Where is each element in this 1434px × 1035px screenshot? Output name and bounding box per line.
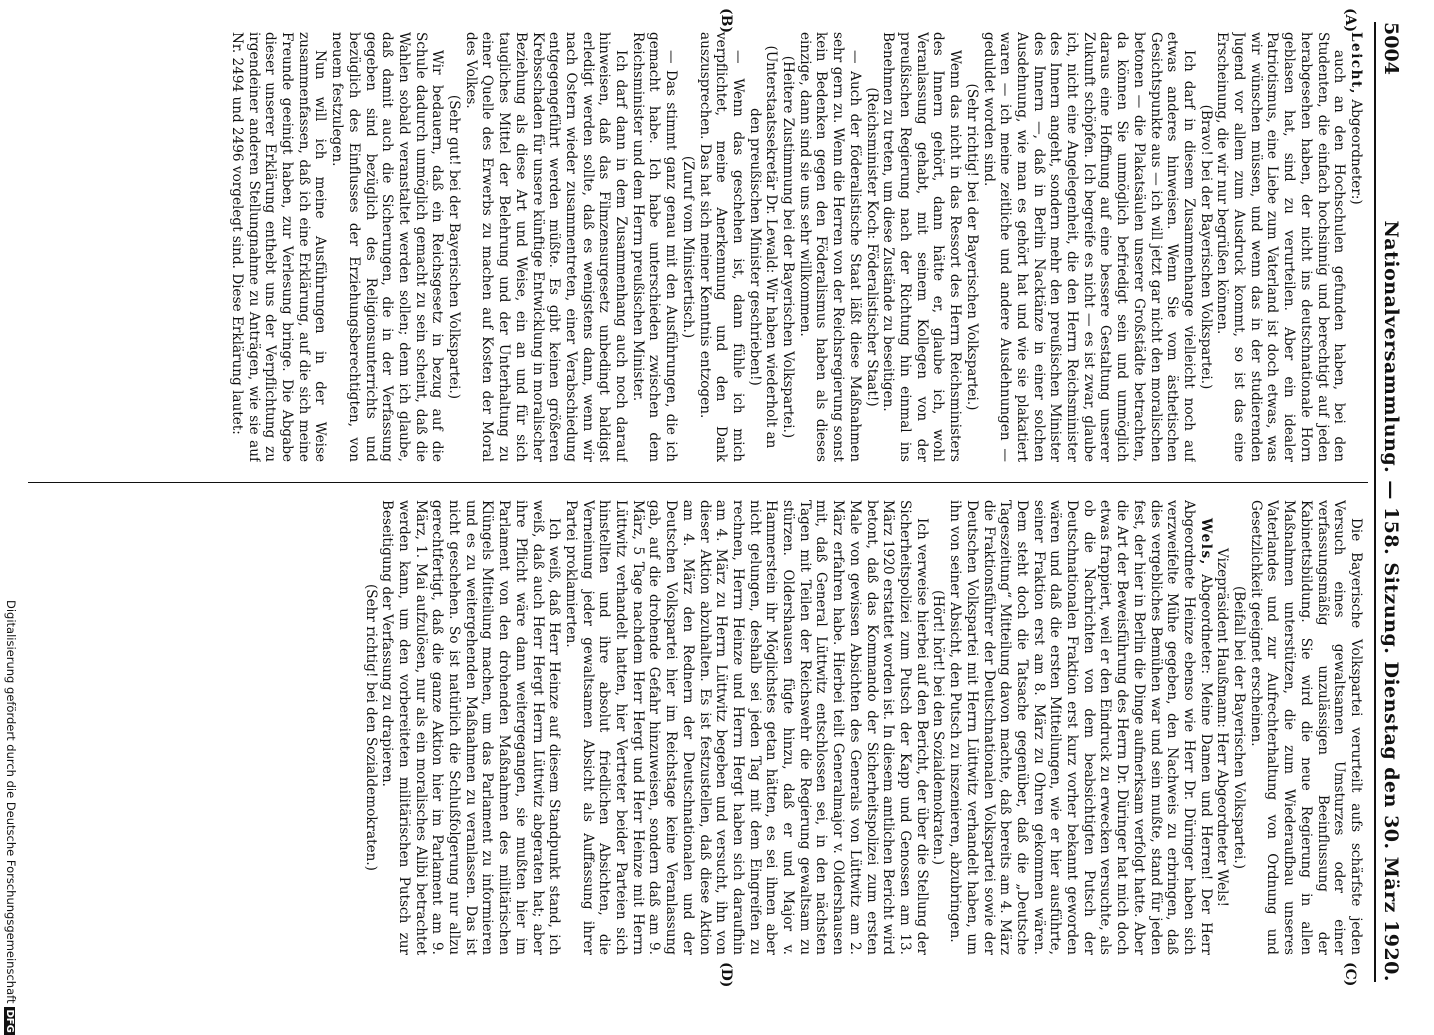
paragraph [629,32,679,462]
page-title: Nationalversammlung. — 158. Sitzung. Dienstag den 30. März 1920. [1380,220,1402,982]
paragraph [696,32,746,462]
interjection [362,500,379,955]
interjection [930,500,947,955]
paragraph-text: (Zuruf vom Ministertisch.) [679,155,696,339]
interjection [679,32,696,462]
margin-marker-b: (B) [718,8,734,34]
paragraph-text: Ich darf dann in dem Zusammenhang auch noch darauf hinweisen, daß das Filmzensurgesetz unbedingt baldigst erledigt werden sollte, daß es wenigstens dann, wenn wir nach Ostern wieder zusammentreten, einer Verabschiedung entgegengeführt werden müßte. Es gibt keinen größeren Krebsschaden für unsere künftige Entwicklung in moralischer Beziehung als diese Art und Weise, ein an und für sich taugliches Mittel der Belehrung und der Unterhaltung zu einer Quelle des Erwerbs zu machen auf Kosten der Moral des Volkes. [462,32,630,462]
credit-text: Digitalisierung gefördert durch die Deutsche Forschungsgemeinschaft [4,600,18,1004]
interjection [779,32,796,462]
paragraph-text: Ich weiß, daß Herr Heinze auf diesem Standpunkt stand, ich weiß, daß auch Herr Hergt Herrn Lüttwitz abgeraten hat; aber ihre Pflicht wäre dann weitergegangen, sie mußten hier im Parlament von den drohenden Maßnahmen des militärischen Klüngels Mitteilung machen, um das Parlament zu informieren und es zu weitergehenden Maßnahmen zu veranlassen. Das ist nicht geschehen. So ist natürlich die Schlußfolgerung nur allzu gerechtfertigt, daß die ganze Aktion hier im Parlament am 9. März, 1. Mai aufzulösen, nur als ein moralisches Alibi betrachtet werden kann, um den vorbereiteten militärischen Putsch zur Beseitigung der Verfassung zu drapieren. [379,500,563,955]
paragraph-text: (Heitere Zustimmung bei der Bayerischen Volkspartei.) [780,55,797,439]
right-text-column [34,500,1364,955]
paragraph-text: Vizepräsident Haußmann: Herr Abgeordneter Wels! [1214,548,1231,907]
paragraph [1214,32,1348,462]
paragraph-text: Wenn das nicht in das Ressort des Herrn Reichsministers des Innern gehört, dann hätte er, glaube ich, wohl Veranlassung gehabt, mit seinem Kollegen von der preußischen Regierung nach der Richtung hin einmal ins Benehmen zu treten, um diese Zustände zu beseitigen. [880,32,964,462]
paragraph-text: Wir bedauern, daß ein Reichsgesetz in bezug auf die Schule dadurch unmöglich gemacht zu sein scheint, daß die Wahlen sobald veranstaltet werden sollen; denn ich glaube, daß damit auch die Sicherungen, die in der Verfassung gegeben sind bezüglich des Religionsunterrichts und bezüglich des Einflusses der Erziehungsberechtigten, von neuem festzulegen. [329,32,446,462]
interjection [963,32,980,462]
paragraph [228,32,328,462]
paragraph-text: (Sehr richtig! bei der Bayerischen Volkspartei.) [963,83,980,411]
paragraph [562,500,929,955]
margin-marker-d: (D) [718,962,734,988]
left-text-column [34,32,1364,462]
paragraph-text: (Hört! hört! bei den Sozialdemokraten.) [930,589,947,865]
paragraph [328,32,445,462]
page-number: 5004 [1380,22,1402,75]
paragraph-text: Nun will ich meine Ausführungen in der Weise zusammenfassen, daß ich eine Erklärung, auf die sich meine Freunde geeinigt haben, zur Verlesung bringe. Die Abgabe dieser unserer Erklärung enthebt uns der Verpflichtung zu irgendeiner anderen Stellungnahme zu Anträgen, wie sie auf Nr. 2494 und 2496 vorgelegt sind. Diese Erklärung lautet: [228,32,329,462]
paragraph-text: Die Bayerische Volkspartei verurteilt aufs schärfste jeden Versuch eines gewaltsamen Umsturzes oder einer verfassungsmäßig unzulässigen Beeinflussung der Kabinettsbildung. Sie wird die neue Regierung in allen Maßnahmen unterstützen, die zum Wiederaufbau unseres Vaterlandes und zur Aufrechterhaltung von Ordnung und Gesetzlichkeit geeignet erscheinen. [1247,500,1364,955]
margin-marker-c: (C) [1342,962,1358,987]
paragraph-text: (Unterstaatssekretär Dr. Lewald: Wir haben wiederholt an den preußischen Minister geschrieben!) [746,45,780,449]
speaker-name: Wels, [1197,518,1214,566]
paragraph [980,32,1197,462]
paragraph-text: — Wenn das geschehen ist, dann fühle ich mich verpflichtet, meine Anerkennung und den Dank auszusprechen. Das hat sich meiner Kenntnis entzogen. [696,32,746,462]
paragraph [1347,32,1364,462]
paragraph [796,32,863,462]
paragraph-text: — Das stimmt ganz genau mit den Ausführungen, die ich gemacht habe. Ich habe unterschieden zwischen dem Reichsminister und dem Herrn preußischen Minister. [629,32,680,462]
margin-marker-a: (A) [1342,8,1358,33]
paragraph-text: — Auch der föderalistische Staat läßt diese Maßnahmen sehr gern zu. Wenn die Herren von der Reichsregierung sonst kein Bedenken gegen den Föderalismus haben als dieses einzige, dann sind sie uns sehr willkommen. [796,32,863,462]
interjection [1197,32,1214,462]
interjection [746,32,779,462]
paragraph [946,500,1213,955]
interjection [445,32,462,462]
paragraph [880,32,964,462]
digitization-credit [4,600,18,1035]
paragraph-text: Ich darf in diesem Zusammenhange vielleicht noch auf etwas anderes hinweisen. Wenn Sie vom ästhetischen Gesichtspunkte aus — ich will jetzt gar nicht den moralischen betonen — die Plakatsäulen unserer Großstädte betrachten, da können Sie unmöglich befriedigt sein und unmöglich daraus eine Hoffnung auf eine bessere Gestaltung unserer Zukunft schöpfen. Ich begreife es nicht — es ist zwar, glaube ich, nicht eine Angelegenheit, die den Herrn Reichsminister des Innern angeht, sondern mehr den preußischen Minister des Innern —, daß in Berlin Nacktänze in einer solchen Ausdehnung, wie man es gehört hat und wie sie plakatiert waren — ich meine zeitliche und andere Ausdehnungen — geduldet worden sind. [980,32,1197,462]
paragraph-text: (Beifall bei der Bayerischen Volkspartei.) [1231,585,1248,870]
interjection [1230,500,1247,955]
paragraph [462,32,629,462]
column-divider [28,482,1368,483]
paragraph-text: (Sehr richtig! bei den Sozialdemokraten.) [362,584,379,871]
speaker-name: Leicht, [1348,32,1364,96]
paragraph-text: (Bravo! bei der Bayerischen Volkspartei.) [1197,104,1214,390]
interjection [1214,500,1231,955]
paragraph [1247,500,1364,955]
paragraph-text: (Reichsminister Koch: Föderalistischer Staat!) [863,87,880,407]
paragraph-text: Abgeordneter: Meine Damen und Herren! Der Herr Abgeordnete Heinze ebenso wie Herr Dr. Düringer haben sich verzweifelte Mühe gegeben, den Nachweis zu erbringen, daß dies vergebliches Bemühen war und sein mußte, stand für jeden fest, der hier in Berlin die Dinge aufmerksam verfolgt hatte. Aber die Art der Beweisführung des Herrn Dr. Düringer hat mich doch etwas frappiert, weil er den Eindruck zu erwecken versuchte, als ob die Nachrichten von dem beabsichtigten Putsch der Deutschnationalen Fraktion erst kurz vorher bekannt geworden wären und daß die ersten Mitteilungen, wie er hier ausführte, seiner Fraktion erst am 8. März zu Ohren gekommen wären. Dem steht doch die Tatsache gegenüber, daß die „Deutsche Tageszeitung“ Mitteilung davon machte, daß bereits am 4. März die Fraktionsführer der Deutschnationalen Volkspartei sowie der Deutschen Volkspartei mit Herrn Lüttwitz verhandelt haben, um ihn von seiner Absicht, den Putsch zu inszenieren, abzubringen. [947,500,1214,955]
paragraph-text: Abgeordneter:) [1348,95,1364,205]
paragraph-text: Ich verweise hierbei auf den Bericht, der über die Stellung der Sicherheitspolizei zum Putsch der Kapp und Genossen am 13. März 1920 erstattet worden ist. In diesem amtlichen Bericht wird betont, daß das Kommando der Sicherheitspolizei zum ersten Male von gewissen Absichten des Generals von Lüttwitz am 2. März erfahren habe. Hierbei teilt Generalmajor v. Oldershausen mit, daß General Lüttwitz entschlossen sei, in den nächsten Tagen mit Teilen der Reichswehr die Regierung gewaltsam zu stürzen. Oldershausen fügte hinzu, daß er und Major v. Hammerstein ihr Möglichstes getan hätten, es sei ihnen aber nicht gelungen, deshalb sei jeden Tag mit dem Eingreifen zu rechnen, Herrn Heinze und Herrn Hergt haben sich daraufhin am 4. März zu Herrn Lüttwitz begeben und versucht, ihn von dieser Aktion abzuhalten. Es ist festzustellen, daß diese Aktion am 4. März den Rednern der Deutschnationalen und der Deutschen Volkspartei hier im Reichstage keine Veranlassung gab, auf die drohende Gefahr hinzuweisen, sondern daß am 9. März, 5 Tage nachdem Herr Hergt und Herr Heinze mit Herrn Lüttwitz verhandelt hatten, hier Vertreter beider Parteien sich hinstellten und ihre absolut friedlichen Absichten, die Verneinung jeder gewaltsamen Absicht als Auffassung ihrer Partei proklamierten. [562,500,930,955]
page-header [1374,22,1424,982]
paragraph-text: (Sehr gut! bei der Bayerischen Volkspartei.) [446,94,463,400]
interjection [863,32,880,462]
paragraph [379,500,563,955]
paragraph-text: auch an den Hochschulen gefunden haben, bei den Studenten, die einfach hochsinnig und berechtigt auf jeden herabgesehen haben, der nicht ins deutschnationale Horn geblasen hat, sind zu verurteilen. Aber ein idealer Patriotismus, eine Liebe zum Vaterland ist doch etwas, was wir wünschen müssen, und wenn das in der studierenden Jugend vor allem zum Ausdruck kommt, so ist das eine Erscheinung, die wir nur begrüßen können. [1214,32,1348,462]
dfg-logo: DFG [4,1009,15,1033]
